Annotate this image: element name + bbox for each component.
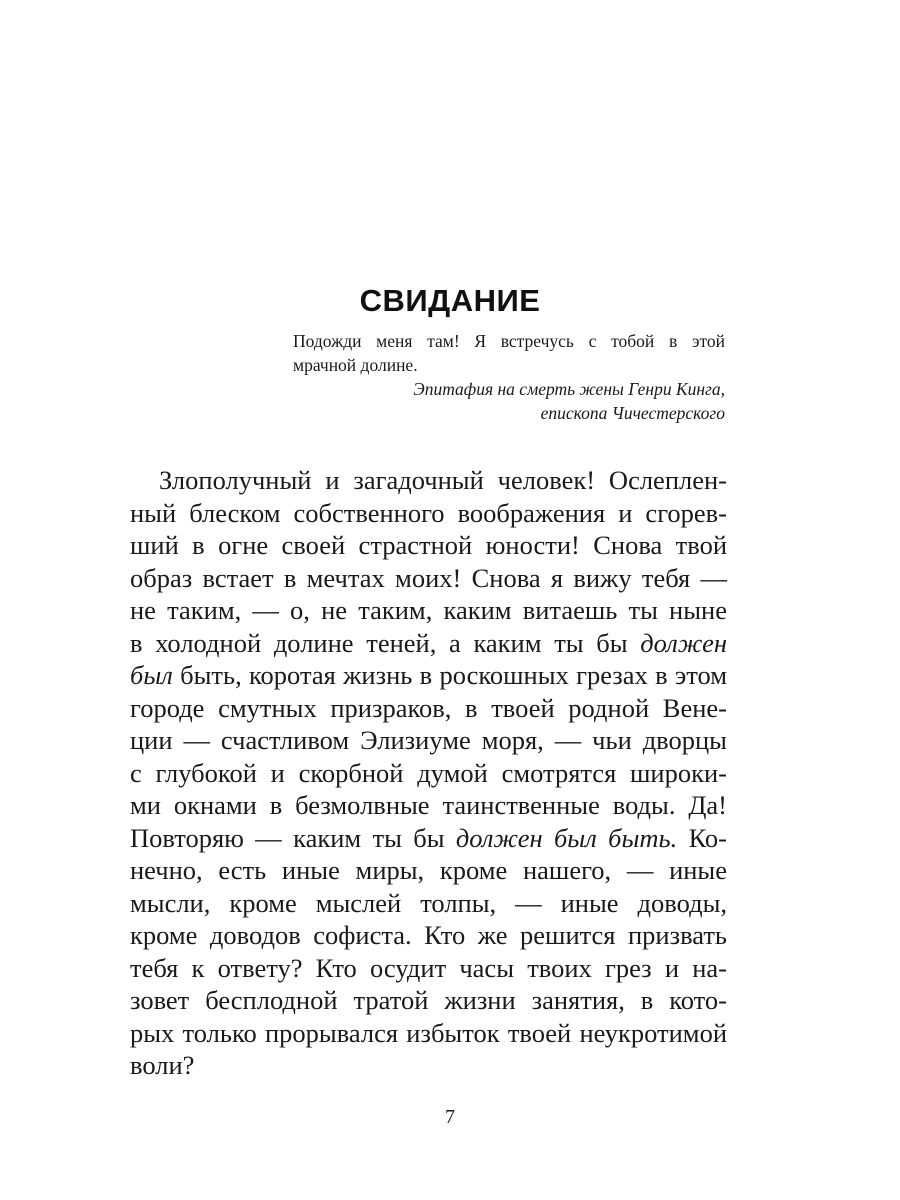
italic-emphasis: должен [640, 627, 727, 658]
text-run: в холодной долине теней, а каким ты бы [130, 627, 641, 658]
text-run: городе смутных призраков, в твоей родной Вене- [130, 692, 727, 723]
body-text-line [130, 497, 727, 530]
italic-emphasis: был [130, 660, 173, 690]
text-run: образ встает в мечтах моих! Снова я вижу тебя — [130, 562, 727, 593]
text-run: с глубокой и скорбной думой смотрятся широки- [130, 757, 727, 788]
body-text-line [130, 919, 727, 952]
text-run: ный блеском собственного воображения и сгорев- [130, 497, 727, 528]
body-text-line [130, 1049, 727, 1082]
page-number: 7 [445, 1106, 455, 1128]
body-text-line [130, 464, 727, 497]
body-text-line [130, 1017, 727, 1050]
text-run: ми окнами в безмолвные таинственные воды. Да! [130, 790, 727, 820]
text-run: быть, коротая жизнь в роскошных грезах в этом [172, 660, 727, 690]
text-run: Злополучный и загадочный человек! Ослеплен- [159, 465, 727, 495]
body-text-line [130, 627, 727, 660]
text-run: ший в огне своей страстной юности! Снова твой [130, 530, 727, 560]
text-run: кроме доводов софиста. Кто же решится призвать [130, 920, 727, 950]
body-text-line [130, 692, 727, 725]
body-text-line [130, 854, 727, 887]
text-run: не таким, — о, не таким, каким витаешь ты ныне [130, 595, 727, 625]
text-run: нечно, есть иные миры, кроме нашего, — иные [130, 855, 727, 885]
text-run: зовет бесплодной тратой жизни занятия, в кото- [130, 985, 727, 1015]
epigraph [293, 329, 725, 425]
body-text-line [130, 562, 727, 595]
epigraph-quote-line: Подожди меня там! Я встречусь с тобой в этой [293, 331, 725, 351]
epigraph-attribution-line: епископа Чичестерского [540, 403, 725, 423]
body-text-line [130, 887, 727, 920]
body-text-line [130, 789, 727, 822]
text-run: Ко- [677, 822, 727, 853]
text-run: рых только прорывался избыток твоей неукротимой [130, 1017, 727, 1048]
body-text-line [130, 952, 727, 985]
chapter-title: СВИДАНИЕ [359, 283, 541, 318]
body-text-line [130, 724, 727, 757]
epigraph-attribution-line: Эпитафия на смерть жены Генри Кинга, [413, 379, 725, 399]
text-run: Повторяю — каким ты бы [130, 822, 456, 853]
epigraph-quote-line: мрачной долине. [293, 355, 418, 375]
body-text-line [130, 594, 727, 627]
text-run: воли? [130, 1050, 195, 1080]
text-run: тебя к ответу? Кто осудит часы твоих грез и на- [130, 952, 727, 983]
text-run: мысли, кроме мыслей толпы, — иные доводы, [130, 887, 727, 918]
body-text-line [130, 757, 727, 790]
italic-emphasis: должен был быть. [455, 822, 678, 853]
body-text-line [130, 822, 727, 855]
text-run: ции — счастливом Элизиуме моря, — чьи дворцы [130, 725, 727, 755]
body-text-line [130, 984, 727, 1017]
body-text-line [130, 659, 727, 692]
body-text-line [130, 529, 727, 562]
body-paragraph [130, 464, 727, 1082]
